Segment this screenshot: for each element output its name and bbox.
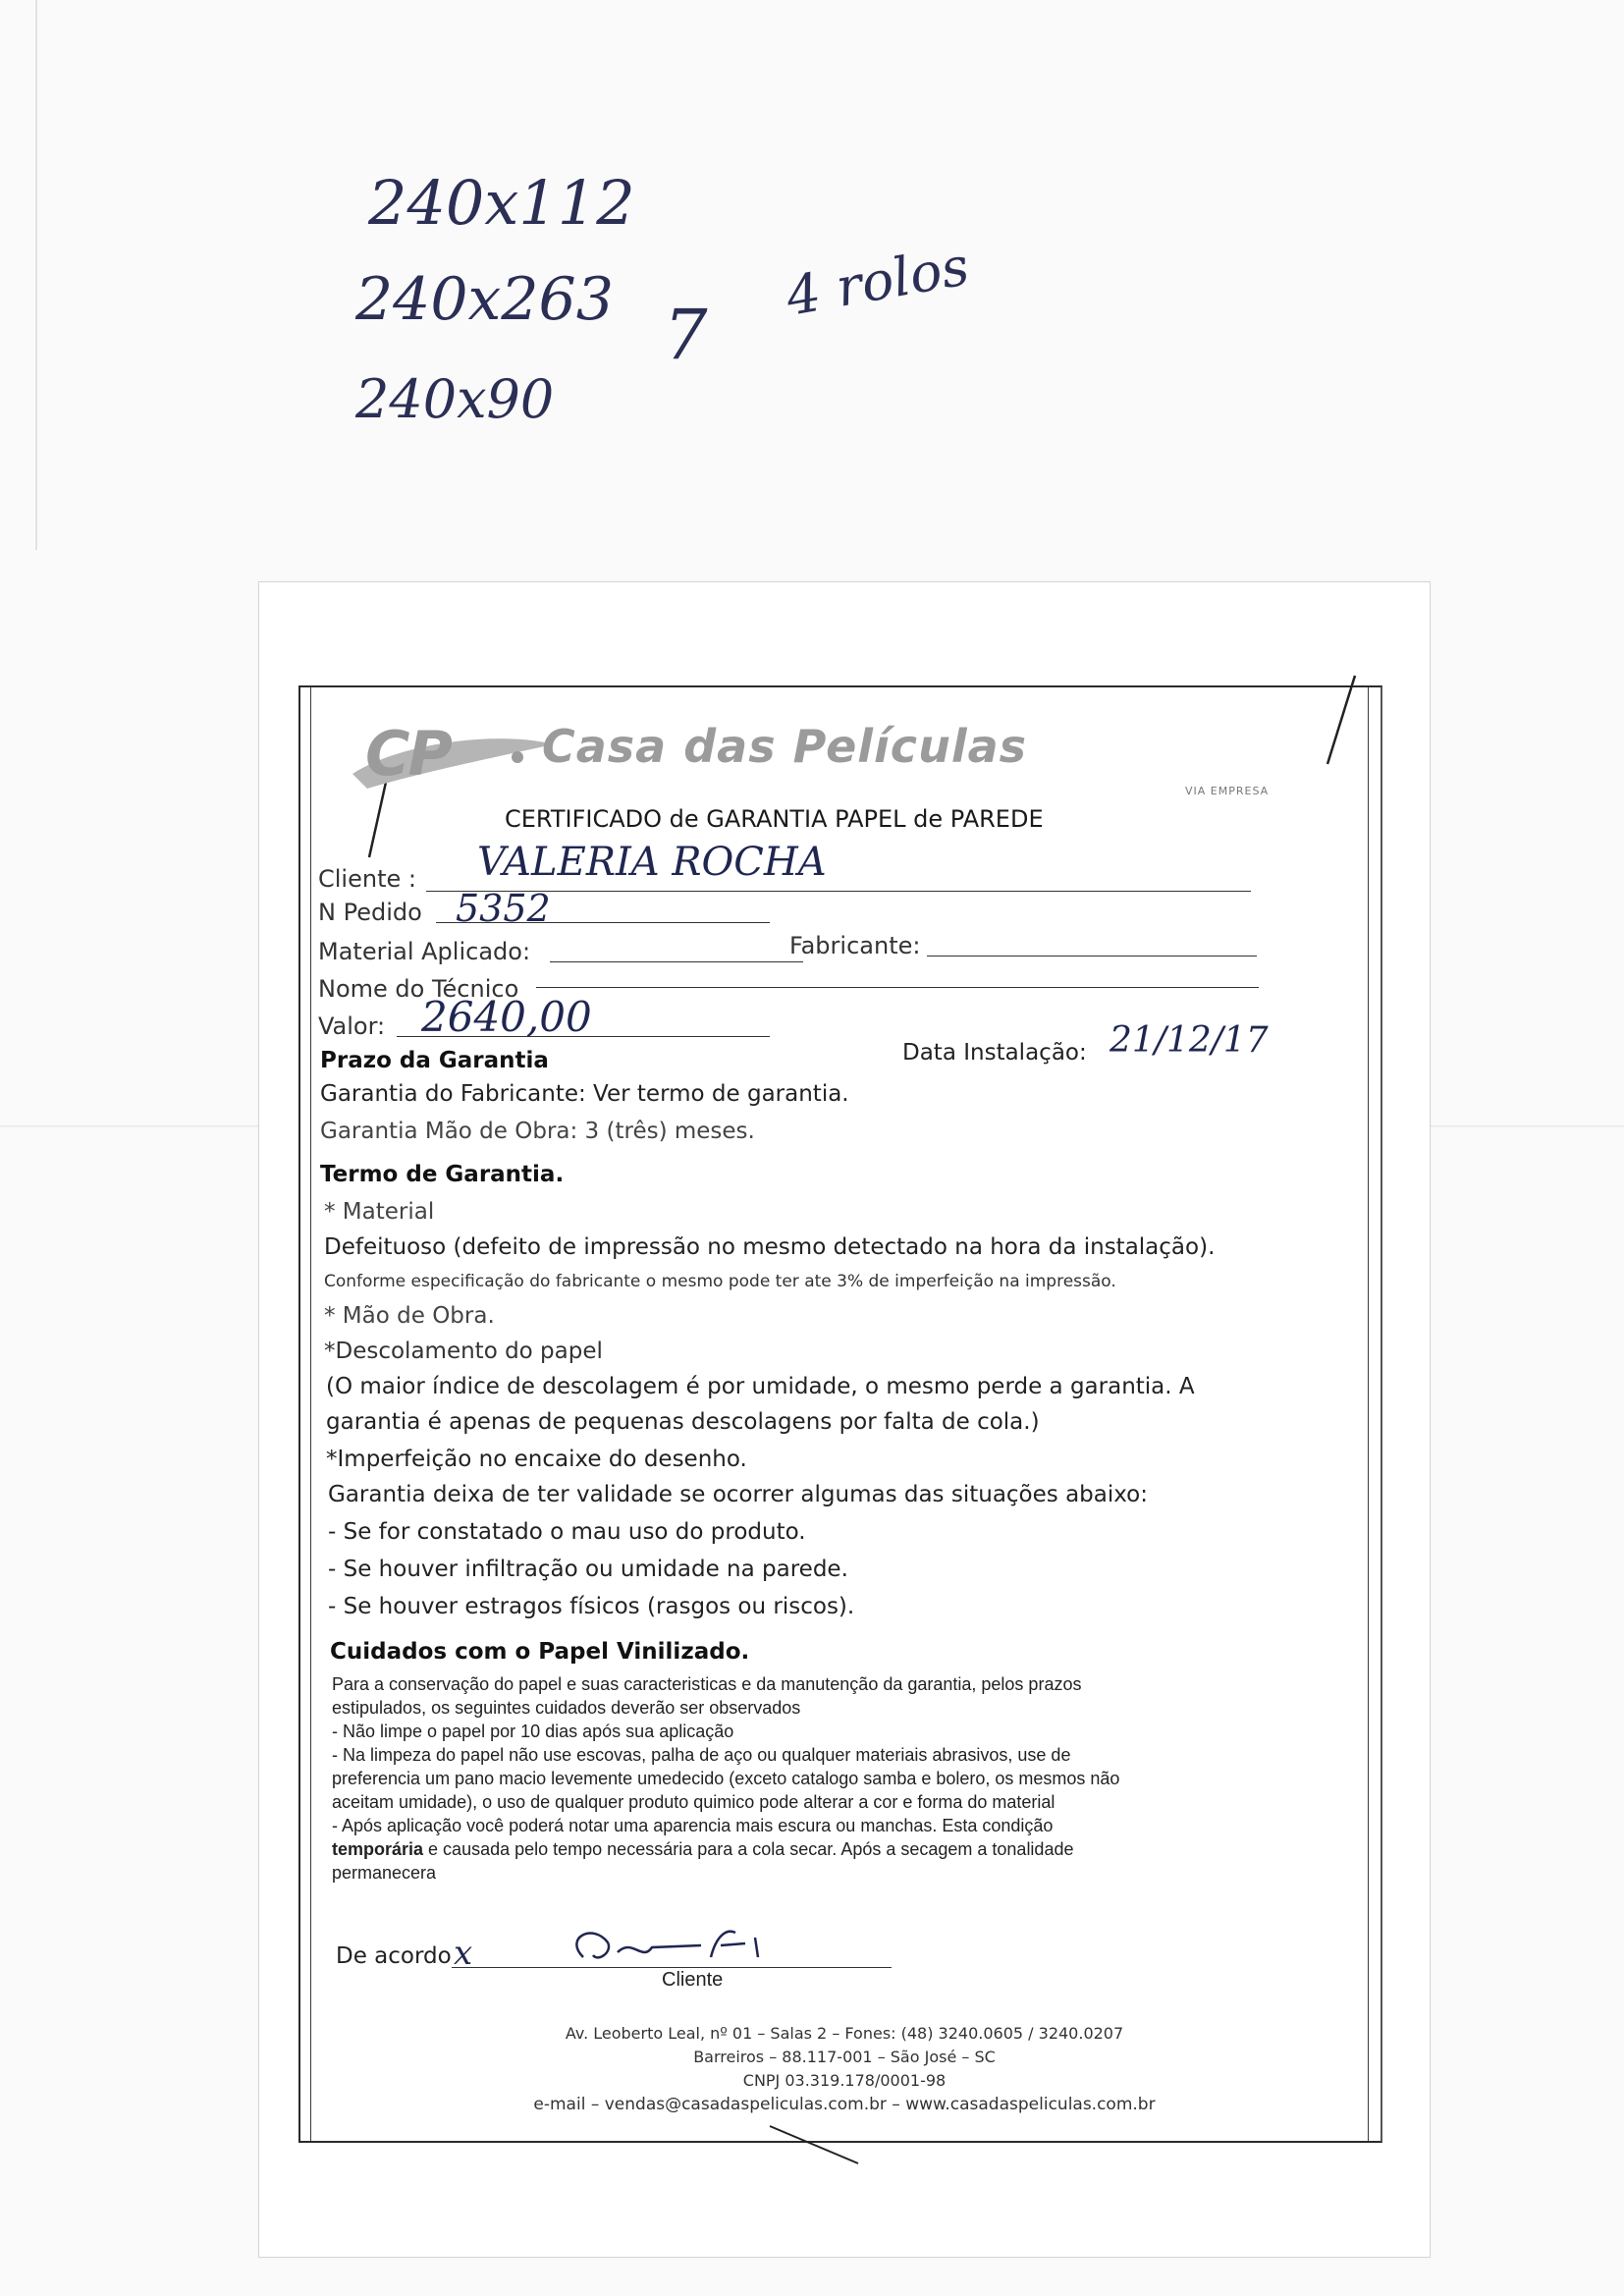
acordo-label: De acordo — [336, 1943, 452, 1969]
prazo-heading: Prazo da Garantia — [320, 1048, 549, 1073]
cuidados-line-6: aceitam umidade), o uso de qualquer produto quimico pode alterar a cor e forma do material — [332, 1792, 1056, 1812]
fabricante-label: Fabricante: — [789, 932, 921, 959]
cuidados-line-1: Para a conservação do papel e suas caracteristicas e da manutenção da garantia, pelos prazos — [332, 1674, 1082, 1694]
situacao-1: - Se for constatado o mau uso do produto. — [328, 1519, 806, 1545]
conforme-text: Conforme especificação do fabricante o mesmo pode ter ate 3% de imperfeição na impressão. — [324, 1272, 1116, 1291]
data-label: Data Instalação: — [902, 1040, 1087, 1066]
cliente-value: VALERIA ROCHA — [477, 840, 827, 885]
item-material: * Material — [324, 1199, 435, 1225]
pen-slash-bottom — [770, 2126, 858, 2163]
tecnico-label: Nome do Técnico — [318, 975, 519, 1003]
tecnico-line — [536, 987, 1259, 988]
certificate-title: CERTIFICADO de GARANTIA PAPEL de PAREDE — [505, 805, 1044, 833]
cuidados-line-7: - Após aplicação você poderá notar uma aparencia mais escura ou manchas. Esta condição — [332, 1816, 1054, 1835]
handwritten-note-1: 240x112 — [368, 167, 635, 239]
handwritten-note-2: 240x263 — [355, 265, 614, 334]
garantia-fabricante: Garantia do Fabricante: Ver termo de garantia. — [320, 1081, 849, 1107]
cuidados-line-8 — [332, 1839, 1073, 1860]
cuidados-line-3: - Não limpe o papel por 10 dias após sua aplicação — [332, 1722, 734, 1741]
cuidados-line-2: estipulados, os seguintes cuidados deverão ser observados — [332, 1698, 801, 1718]
footer-contact: e-mail – vendas@casadaspeliculas.com.br – www.casadaspeliculas.com.br — [533, 2095, 1156, 2114]
garantia-mao-obra: Garantia Mão de Obra: 3 (três) meses. — [320, 1119, 755, 1144]
defeituoso-text: Defeituoso (defeito de impressão no mesmo detectado na hora da instalação). — [324, 1234, 1216, 1260]
valor-label: Valor: — [318, 1012, 386, 1040]
logo-mark: CP — [365, 718, 451, 790]
client-signature — [554, 1918, 789, 1977]
cuidados-line-4: - Na limpeza do papel não use escovas, palha de aço ou qualquer materiais abrasivos, use de — [332, 1745, 1071, 1765]
pedido-label: N Pedido — [318, 899, 422, 926]
cliente-label: Cliente : — [318, 865, 416, 893]
acordo-x: x — [454, 1934, 473, 1973]
cliente-sig-label: Cliente — [662, 1969, 724, 1991]
item-descolamento: *Descolamento do papel — [324, 1339, 603, 1364]
cuidados-line-5: preferencia um pano macio levemente umedecido (exceto catalogo samba e bolero, os mesmos não — [332, 1769, 1120, 1788]
material-label: Material Aplicado: — [318, 938, 531, 965]
maior-indice-1: (O maior índice de descolagem é por umidade, o mesmo perde a garantia. A — [326, 1374, 1195, 1399]
logo-name: Casa das Películas — [542, 720, 1028, 773]
footer-address: Av. Leoberto Leal, nº 01 – Salas 2 – Fones: (48) 3240.0605 / 3240.0207 — [565, 2024, 1124, 2043]
cuidados-line-9: permanecera — [332, 1863, 437, 1883]
situacao-3: - Se houver estragos físicos (rasgos ou riscos). — [328, 1594, 855, 1619]
material-line — [550, 961, 803, 962]
paper-edge-line — [35, 0, 37, 550]
imperfeicao-text: *Imperfeição no encaixe do desenho. — [326, 1447, 747, 1472]
fabricante-line — [927, 956, 1257, 957]
footer-cep: Barreiros – 88.117-001 – São José – SC — [693, 2048, 996, 2066]
validade-heading: Garantia deixa de ter validade se ocorrer algumas das situações abaixo: — [328, 1482, 1148, 1507]
pen-slash-right — [1327, 676, 1355, 764]
data-value: 21/12/17 — [1110, 1020, 1269, 1061]
handwritten-brace: 7 — [664, 295, 708, 375]
pedido-value: 5352 — [456, 887, 551, 930]
cuidados-line-8-rest: e causada pelo tempo necessária para a cola secar. Após a secagem a tonalidade — [423, 1839, 1074, 1859]
certificate-sheet — [258, 581, 1431, 2258]
handwritten-note-3: 240x90 — [355, 368, 555, 430]
item-mao-obra: * Mão de Obra. — [324, 1303, 495, 1329]
termo-heading: Termo de Garantia. — [320, 1162, 565, 1187]
footer-cnpj: CNPJ 03.319.178/0001-98 — [742, 2071, 947, 2090]
valor-value: 2640,00 — [421, 993, 592, 1041]
situacao-2: - Se houver infiltração ou umidade na parede. — [328, 1557, 848, 1582]
handwritten-rolls: 4 rolos — [781, 235, 974, 328]
maior-indice-2: garantia é apenas de pequenas descolagens por falta de cola.) — [326, 1409, 1040, 1435]
temporaria-bold: temporária — [332, 1839, 424, 1859]
logo-dot — [512, 751, 523, 763]
cuidados-heading: Cuidados com o Papel Vinilizado. — [330, 1639, 750, 1665]
via-empresa: VIA EMPRESA — [1185, 785, 1270, 797]
